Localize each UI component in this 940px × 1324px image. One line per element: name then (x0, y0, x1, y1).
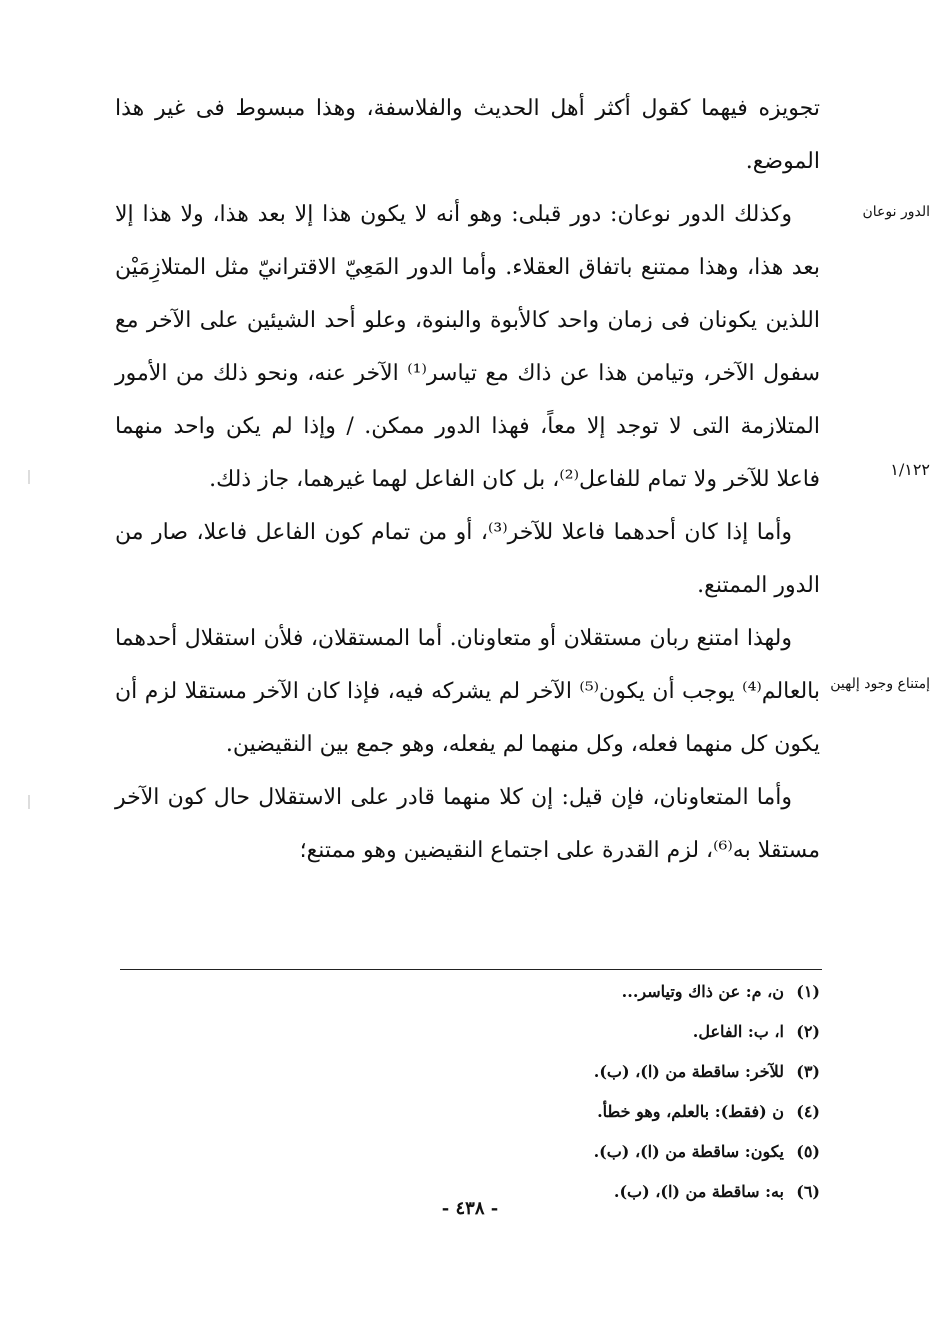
footnote-text: ن (فقط): بالعلم، وهو خطأ. (597, 1102, 784, 1121)
footnote-number: (٢) (796, 1022, 820, 1041)
footnote-text: للآخر: ساقطة من (ا)، (ب). (593, 1062, 784, 1081)
scan-mark (28, 470, 30, 484)
margin-note-page-ref: ١/١٢٢ (890, 460, 930, 479)
scan-mark (28, 795, 30, 809)
footnote-text: ا، ب: الفاعل. (692, 1022, 784, 1041)
paragraph-5: وأما المتعاونان، فإن قيل: إن كلا منهما قادر على الاستقلال حال كون الآخر مستقلا به⁽⁶⁾، لزم القدرة على اجتماع النقيضين وهو ممتنع؛ (115, 785, 820, 863)
footnote-item (115, 1052, 820, 1092)
footnote-item (115, 1092, 820, 1132)
main-text (115, 82, 820, 877)
footnote-text: يكون: ساقطة من (ا)، (ب). (593, 1142, 784, 1161)
footnote-number: (٤) (796, 1102, 820, 1121)
footnote-number: (٣) (796, 1062, 820, 1081)
footnote-rule (120, 969, 822, 970)
paragraph-3: وأما إذا كان أحدهما فاعلا للآخر⁽³⁾، أو من تمام كون الفاعل فاعلا، صار من الدور الممتنع. (115, 520, 820, 598)
footnote-item (115, 1132, 820, 1172)
footnotes (115, 972, 820, 1212)
paragraph-1: تجويزه فيهما كقول أكثر أهل الحديث والفلاسفة، وهذا مبسوط فى غير هذا الموضع. (115, 96, 820, 174)
margin-note-imtina: إمتناع وجود إلهين (830, 676, 930, 692)
footnote-text: ن، م: عن ذاك وتياسر... (621, 982, 784, 1001)
paragraph-2: وكذلك الدور نوعان: دور قبلى: وهو أنه لا يكون هذا إلا بعد هذا، ولا هذا إلا بعد هذا، وهذا ممتنع باتفاق العقلاء. وأما الدور المَعِيّ الاقترانيّ مثل المتلازِمَيْن اللذين يكونان فى زمان واحد كالأبوة والبنوة، وعلو أحد الشيئين على الآخر مع سفول الآخر، وتيامن هذا عن ذاك مع تياسر⁽¹⁾ الآخر عنه، ونحو ذلك من الأمور المتلازمة التى لا توجد إلا معاً، فهذا الدور ممكن. / وإذا لم يكن واحد منهما فاعلا للآخر ولا تمام للفاعل⁽²⁾، بل كان الفاعل لهما غيرهما، جاز ذلك. (115, 202, 821, 492)
footnote-text: به: ساقطة من (ا)، (ب). (613, 1182, 784, 1201)
footnote-item (115, 972, 820, 1012)
footnote-number: (٥) (796, 1142, 820, 1161)
paragraph-4: ولهذا امتنع ربان مستقلان أو متعاونان. أما المستقلان، فلأن استقلال أحدهما بالعالم⁽⁴⁾ يوجب أن يكون⁽⁵⁾ الآخر لم يشركه فيه، فإذا كان الآخر مستقلا لزم أن يكون كل منهما فعله، وكل منهما لم يفعله، وهو جمع بين النقيضين. (115, 626, 820, 757)
margin-note-dawr: الدور نوعان (862, 204, 930, 220)
page-number: - ٤٣٨ - (441, 1198, 499, 1219)
footnote-number: (١) (796, 982, 820, 1001)
footnote-number: (٦) (796, 1182, 820, 1201)
footnote-item (115, 1012, 820, 1052)
